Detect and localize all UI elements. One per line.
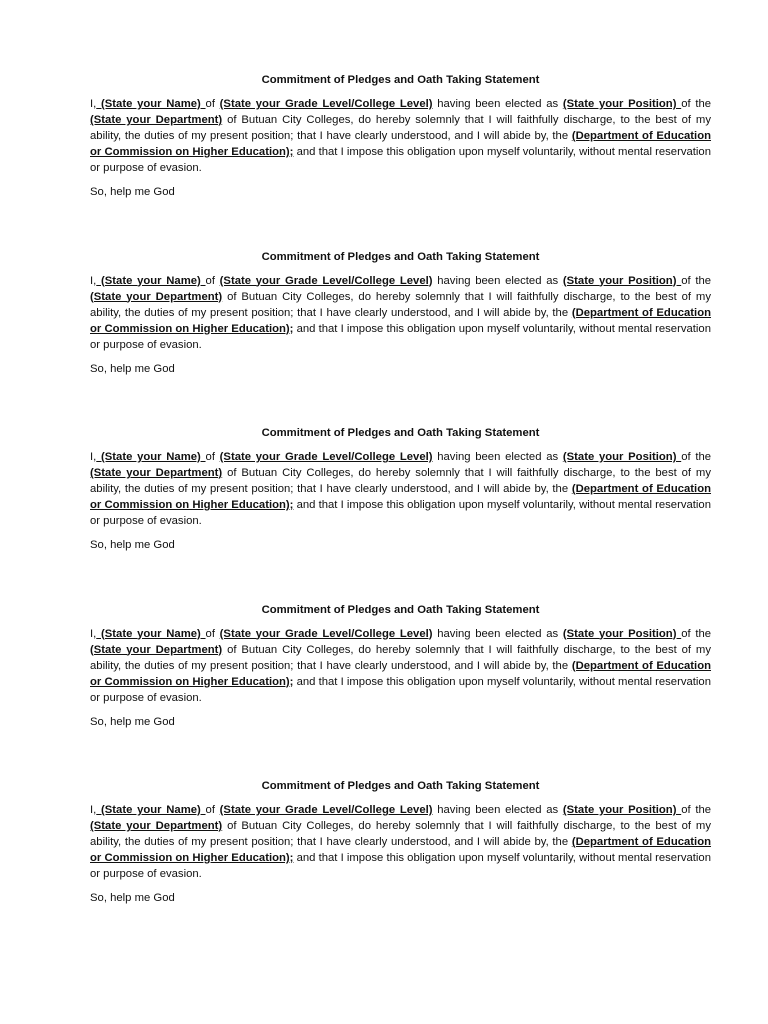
- closing-line: So, help me God: [90, 539, 175, 551]
- oath-text: of the: [681, 804, 712, 816]
- oath-text: having been elected as: [432, 804, 563, 816]
- oath-text: of: [205, 98, 220, 110]
- oath-text: of: [205, 451, 220, 463]
- agency-placeholder: (Department of Education or Commission on Higher Education);: [90, 306, 712, 335]
- name-placeholder: (State your Name): [96, 274, 206, 287]
- position-placeholder: (State your Position): [562, 451, 682, 463]
- oath-text: I,: [90, 98, 97, 110]
- oath-statement: [90, 425, 711, 602]
- oath-statement: [90, 249, 711, 426]
- oath-paragraph: [90, 96, 711, 176]
- closing-line: So, help me God: [90, 362, 175, 375]
- oath-text: of the: [681, 274, 712, 287]
- oath-text: of the: [681, 451, 712, 463]
- oath-text: of the: [681, 627, 712, 640]
- oath-text: of Butuan City Colleges, do hereby solemnly that I will faithfully discharge, to the best of my ability, the duties of my present position; that I have clearly understood, and I will abide by, the: [90, 114, 711, 142]
- statement-title: Commitment of Pledges and Oath Taking Statement: [261, 74, 540, 86]
- name-placeholder: (State your Name): [96, 627, 206, 640]
- closing-line: So, help me God: [90, 715, 175, 728]
- oath-text: I,: [90, 804, 97, 816]
- department-placeholder: (State your Department): [90, 643, 223, 656]
- department-placeholder: (State your Department): [90, 290, 223, 303]
- agency-placeholder: (Department of Education or Commission on Higher Education);: [90, 836, 712, 864]
- grade-level-placeholder: (State your Grade Level/College Level): [219, 627, 433, 640]
- grade-level-placeholder: (State your Grade Level/College Level): [219, 804, 433, 816]
- oath-statement: [90, 778, 711, 955]
- oath-text: of Butuan City Colleges, do hereby solemnly that I will faithfully discharge, to the best of my ability, the duties of my present position; that I have clearly understood, and I will abide by, the: [90, 290, 711, 319]
- agency-placeholder: (Department of Education or Commission on Higher Education);: [90, 483, 712, 511]
- department-placeholder: (State your Department): [90, 820, 223, 832]
- department-placeholder: (State your Department): [90, 467, 223, 479]
- grade-level-placeholder: (State your Grade Level/College Level): [219, 98, 433, 110]
- oath-text: and that I impose this obligation upon myself voluntarily, without mental reservation or purpose of evasion.: [90, 675, 711, 704]
- statement-title: Commitment of Pledges and Oath Taking Statement: [261, 250, 540, 263]
- oath-paragraph: [90, 626, 711, 706]
- oath-text: of Butuan City Colleges, do hereby solemnly that I will faithfully discharge, to the best of my ability, the duties of my present position; that I have clearly understood, and I will abide by, the: [90, 643, 711, 672]
- document-page: [90, 72, 711, 955]
- position-placeholder: (State your Position): [562, 627, 682, 640]
- oath-text: of Butuan City Colleges, do hereby solemnly that I will faithfully discharge, to the best of my ability, the duties of my present position; that I have clearly understood, and I will abide by, the: [90, 820, 711, 848]
- statement-title: Commitment of Pledges and Oath Taking Statement: [261, 603, 540, 616]
- name-placeholder: (State your Name): [96, 98, 206, 110]
- department-placeholder: (State your Department): [90, 114, 223, 126]
- oath-text: I,: [90, 627, 97, 640]
- name-placeholder: (State your Name): [96, 451, 206, 463]
- oath-text: having been elected as: [432, 627, 563, 640]
- oath-text: and that I impose this obligation upon myself voluntarily, without mental reservation or purpose of evasion.: [90, 322, 711, 351]
- oath-text: having been elected as: [432, 98, 563, 110]
- grade-level-placeholder: (State your Grade Level/College Level): [219, 274, 433, 287]
- agency-placeholder: (Department of Education or Commission on Higher Education);: [90, 130, 712, 158]
- oath-statement: [90, 72, 711, 249]
- oath-text: and that I impose this obligation upon myself voluntarily, without mental reservation or purpose of evasion.: [90, 146, 711, 174]
- oath-text: of the: [681, 98, 712, 110]
- statement-title: Commitment of Pledges and Oath Taking Statement: [261, 780, 540, 792]
- oath-statement: [90, 602, 711, 779]
- oath-paragraph: [90, 802, 711, 882]
- oath-text: and that I impose this obligation upon myself voluntarily, without mental reservation or purpose of evasion.: [90, 499, 711, 527]
- grade-level-placeholder: (State your Grade Level/College Level): [219, 451, 433, 463]
- oath-text: having been elected as: [432, 451, 563, 463]
- agency-placeholder: (Department of Education or Commission on Higher Education);: [90, 659, 712, 688]
- closing-line: So, help me God: [90, 892, 175, 904]
- oath-text: and that I impose this obligation upon myself voluntarily, without mental reservation or purpose of evasion.: [90, 852, 711, 880]
- oath-text: of Butuan City Colleges, do hereby solemnly that I will faithfully discharge, to the best of my ability, the duties of my present position; that I have clearly understood, and I will abide by, the: [90, 467, 711, 495]
- position-placeholder: (State your Position): [562, 98, 682, 110]
- oath-paragraph: [90, 449, 711, 529]
- oath-text: of: [205, 804, 220, 816]
- oath-text: having been elected as: [432, 274, 563, 287]
- oath-paragraph: [90, 273, 711, 353]
- oath-text: I,: [90, 274, 97, 287]
- oath-text: of: [205, 627, 220, 640]
- closing-line: So, help me God: [90, 186, 175, 198]
- position-placeholder: (State your Position): [562, 274, 682, 287]
- oath-text: of: [205, 274, 220, 287]
- statement-title: Commitment of Pledges and Oath Taking Statement: [261, 427, 540, 439]
- oath-text: I,: [90, 451, 97, 463]
- name-placeholder: (State your Name): [96, 804, 206, 816]
- position-placeholder: (State your Position): [562, 804, 682, 816]
